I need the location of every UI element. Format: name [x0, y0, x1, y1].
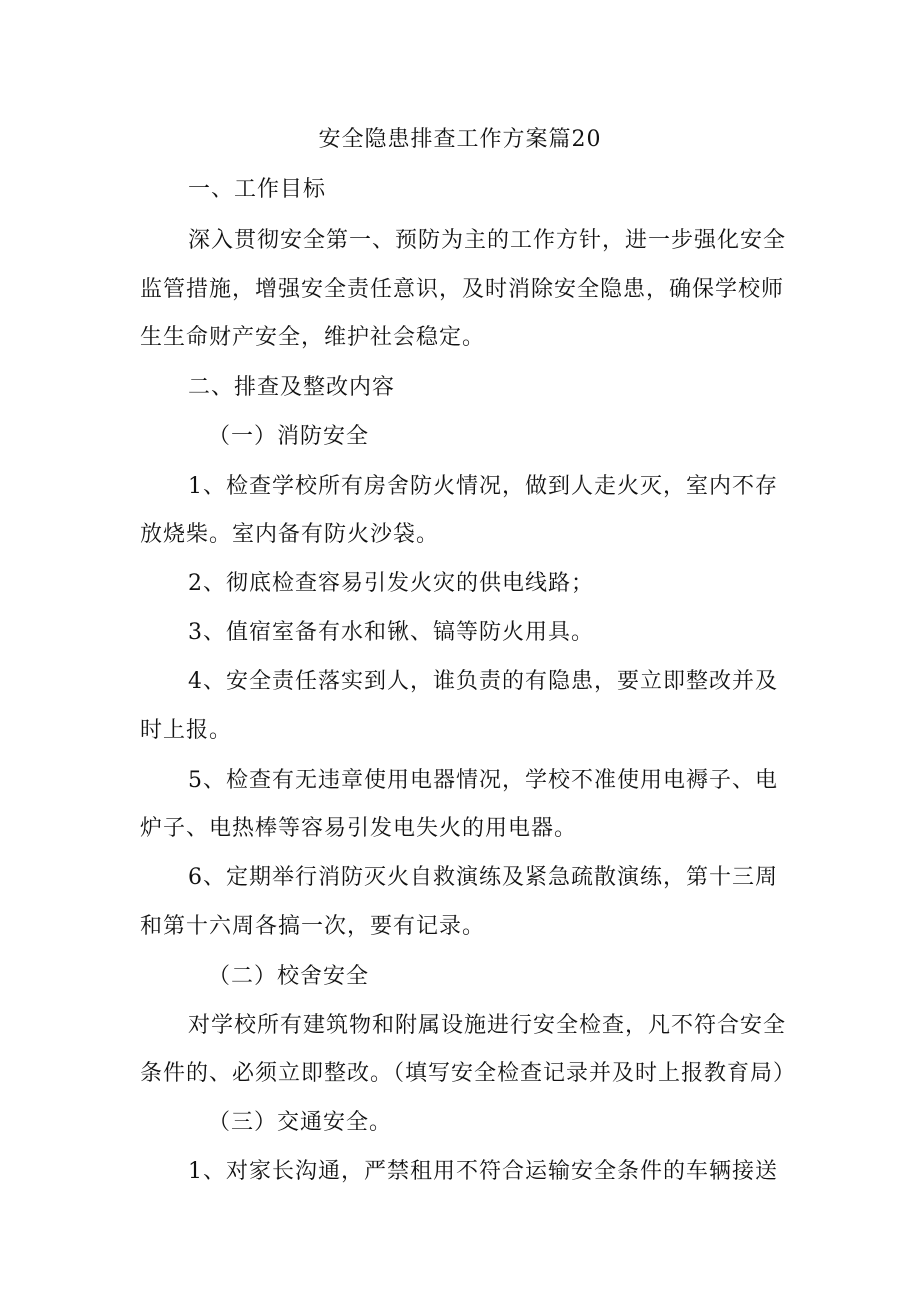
- section-heading: 一、工作目标: [188, 177, 327, 202]
- paragraph-line: 1、对家长沟通，严禁租用不符合运输安全条件的车辆接送: [188, 1159, 778, 1184]
- subsection-heading: （三）交通安全。: [208, 1110, 393, 1135]
- paragraph-line: 5、检查有无违章使用电器情况，学校不准使用电褥子、电: [188, 768, 778, 793]
- paragraph-line: 对学校所有建筑物和附属设施进行安全检查，凡不符合安全: [188, 1013, 787, 1038]
- paragraph-line: 放烧柴。室内备有防火沙袋。: [140, 522, 440, 547]
- paragraph-line: 炉子、电热棒等容易引发电失火的用电器。: [140, 816, 578, 841]
- paragraph-line: 3、值宿室备有水和锹、镐等防火用具。: [188, 620, 594, 645]
- paragraph-line: 6、定期举行消防灭火自救演练及紧急疏散演练，第十三周: [188, 865, 778, 890]
- paragraph-line: 和第十六周各搞一次，要有记录。: [140, 914, 486, 939]
- subsection-heading: （二）校舍安全: [208, 964, 370, 989]
- document-title: 安全隐患排查工作方案篇20: [318, 127, 602, 152]
- paragraph-line: 监管措施，增强安全责任意识，及时消除安全隐患，确保学校师: [140, 277, 785, 302]
- paragraph-line: 生生命财产安全，维护社会稳定。: [140, 325, 486, 350]
- section-heading: 二、排查及整改内容: [188, 375, 396, 400]
- paragraph-line: 4、安全责任落实到人，谁负责的有隐患，要立即整改并及: [188, 669, 778, 694]
- subsection-heading: （一）消防安全: [208, 424, 370, 449]
- paragraph-line: 2、彻底检查容易引发火灾的供电线路；: [188, 571, 594, 596]
- paragraph-line: 时上报。: [140, 718, 233, 743]
- paragraph-line: 条件的、必须立即整改。（填写安全检查记录并及时上报教育局）: [140, 1061, 797, 1086]
- paragraph-line: 深入贯彻安全第一、预防为主的工作方针，进一步强化安全: [188, 228, 787, 253]
- paragraph-line: 1、检查学校所有房舍防火情况，做到人走火灭，室内不存: [188, 474, 778, 499]
